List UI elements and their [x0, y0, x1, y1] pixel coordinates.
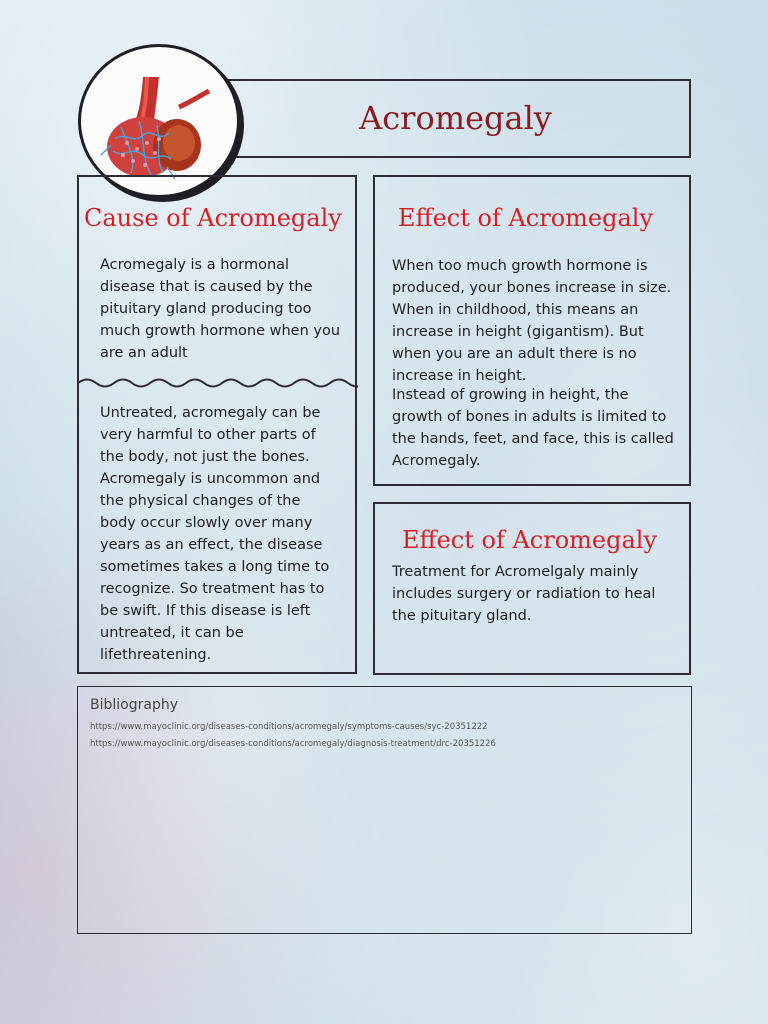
effect-paragraph-2: Instead of growing in height, the growth of bones in adults is limited to the hands, feet, and face, this is called Acromegaly. [392, 387, 674, 469]
cause-paragraph-2: Untreated, acromegaly can be very harmful to other parts of the body, not just the bones. Acromegaly is uncommon and the physical changes of the body occur slowly over many years as an effect, the disease sometimes takes a long time to recognize. So treatment has to be swift. If this disease is left untreated, it can be lifethreatening. [100, 405, 330, 663]
bibliography-link-2[interactable]: https://www.mayoclinic.org/diseases-conditions/acromegaly/diagnosis-treatment/drc-20351226 [90, 739, 496, 749]
effect-paragraph-1: When too much growth hormone is produced, your bones increase in size. When in childhood, this means an increase in height (gigantism). But when you are an adult there is no increase in height. [392, 258, 672, 384]
treatment-paragraph: Treatment for Acromelgaly mainly includes surgery or radiation to heal the pituitary gland. [392, 564, 656, 624]
bibliography-link-1[interactable]: https://www.mayoclinic.org/diseases-conditions/acromegaly/symptoms-causes/syc-20351222 [90, 722, 488, 732]
effect-heading-1: Effect of Acromegaly [398, 204, 654, 232]
wavy-divider [78, 376, 358, 390]
title-box [220, 79, 691, 158]
cause-paragraph-1: Acromegaly is a hormonal disease that is caused by the pituitary gland producing too much growth hormone when you are an adult [100, 257, 341, 361]
cause-heading: Cause of Acromegaly [84, 204, 342, 232]
effect-heading-2: Effect of Acromegaly [402, 526, 658, 554]
page-title: Acromegaly [359, 99, 552, 137]
bibliography-title: Bibliography [90, 697, 178, 713]
pituitary-gland-icon [81, 47, 237, 195]
